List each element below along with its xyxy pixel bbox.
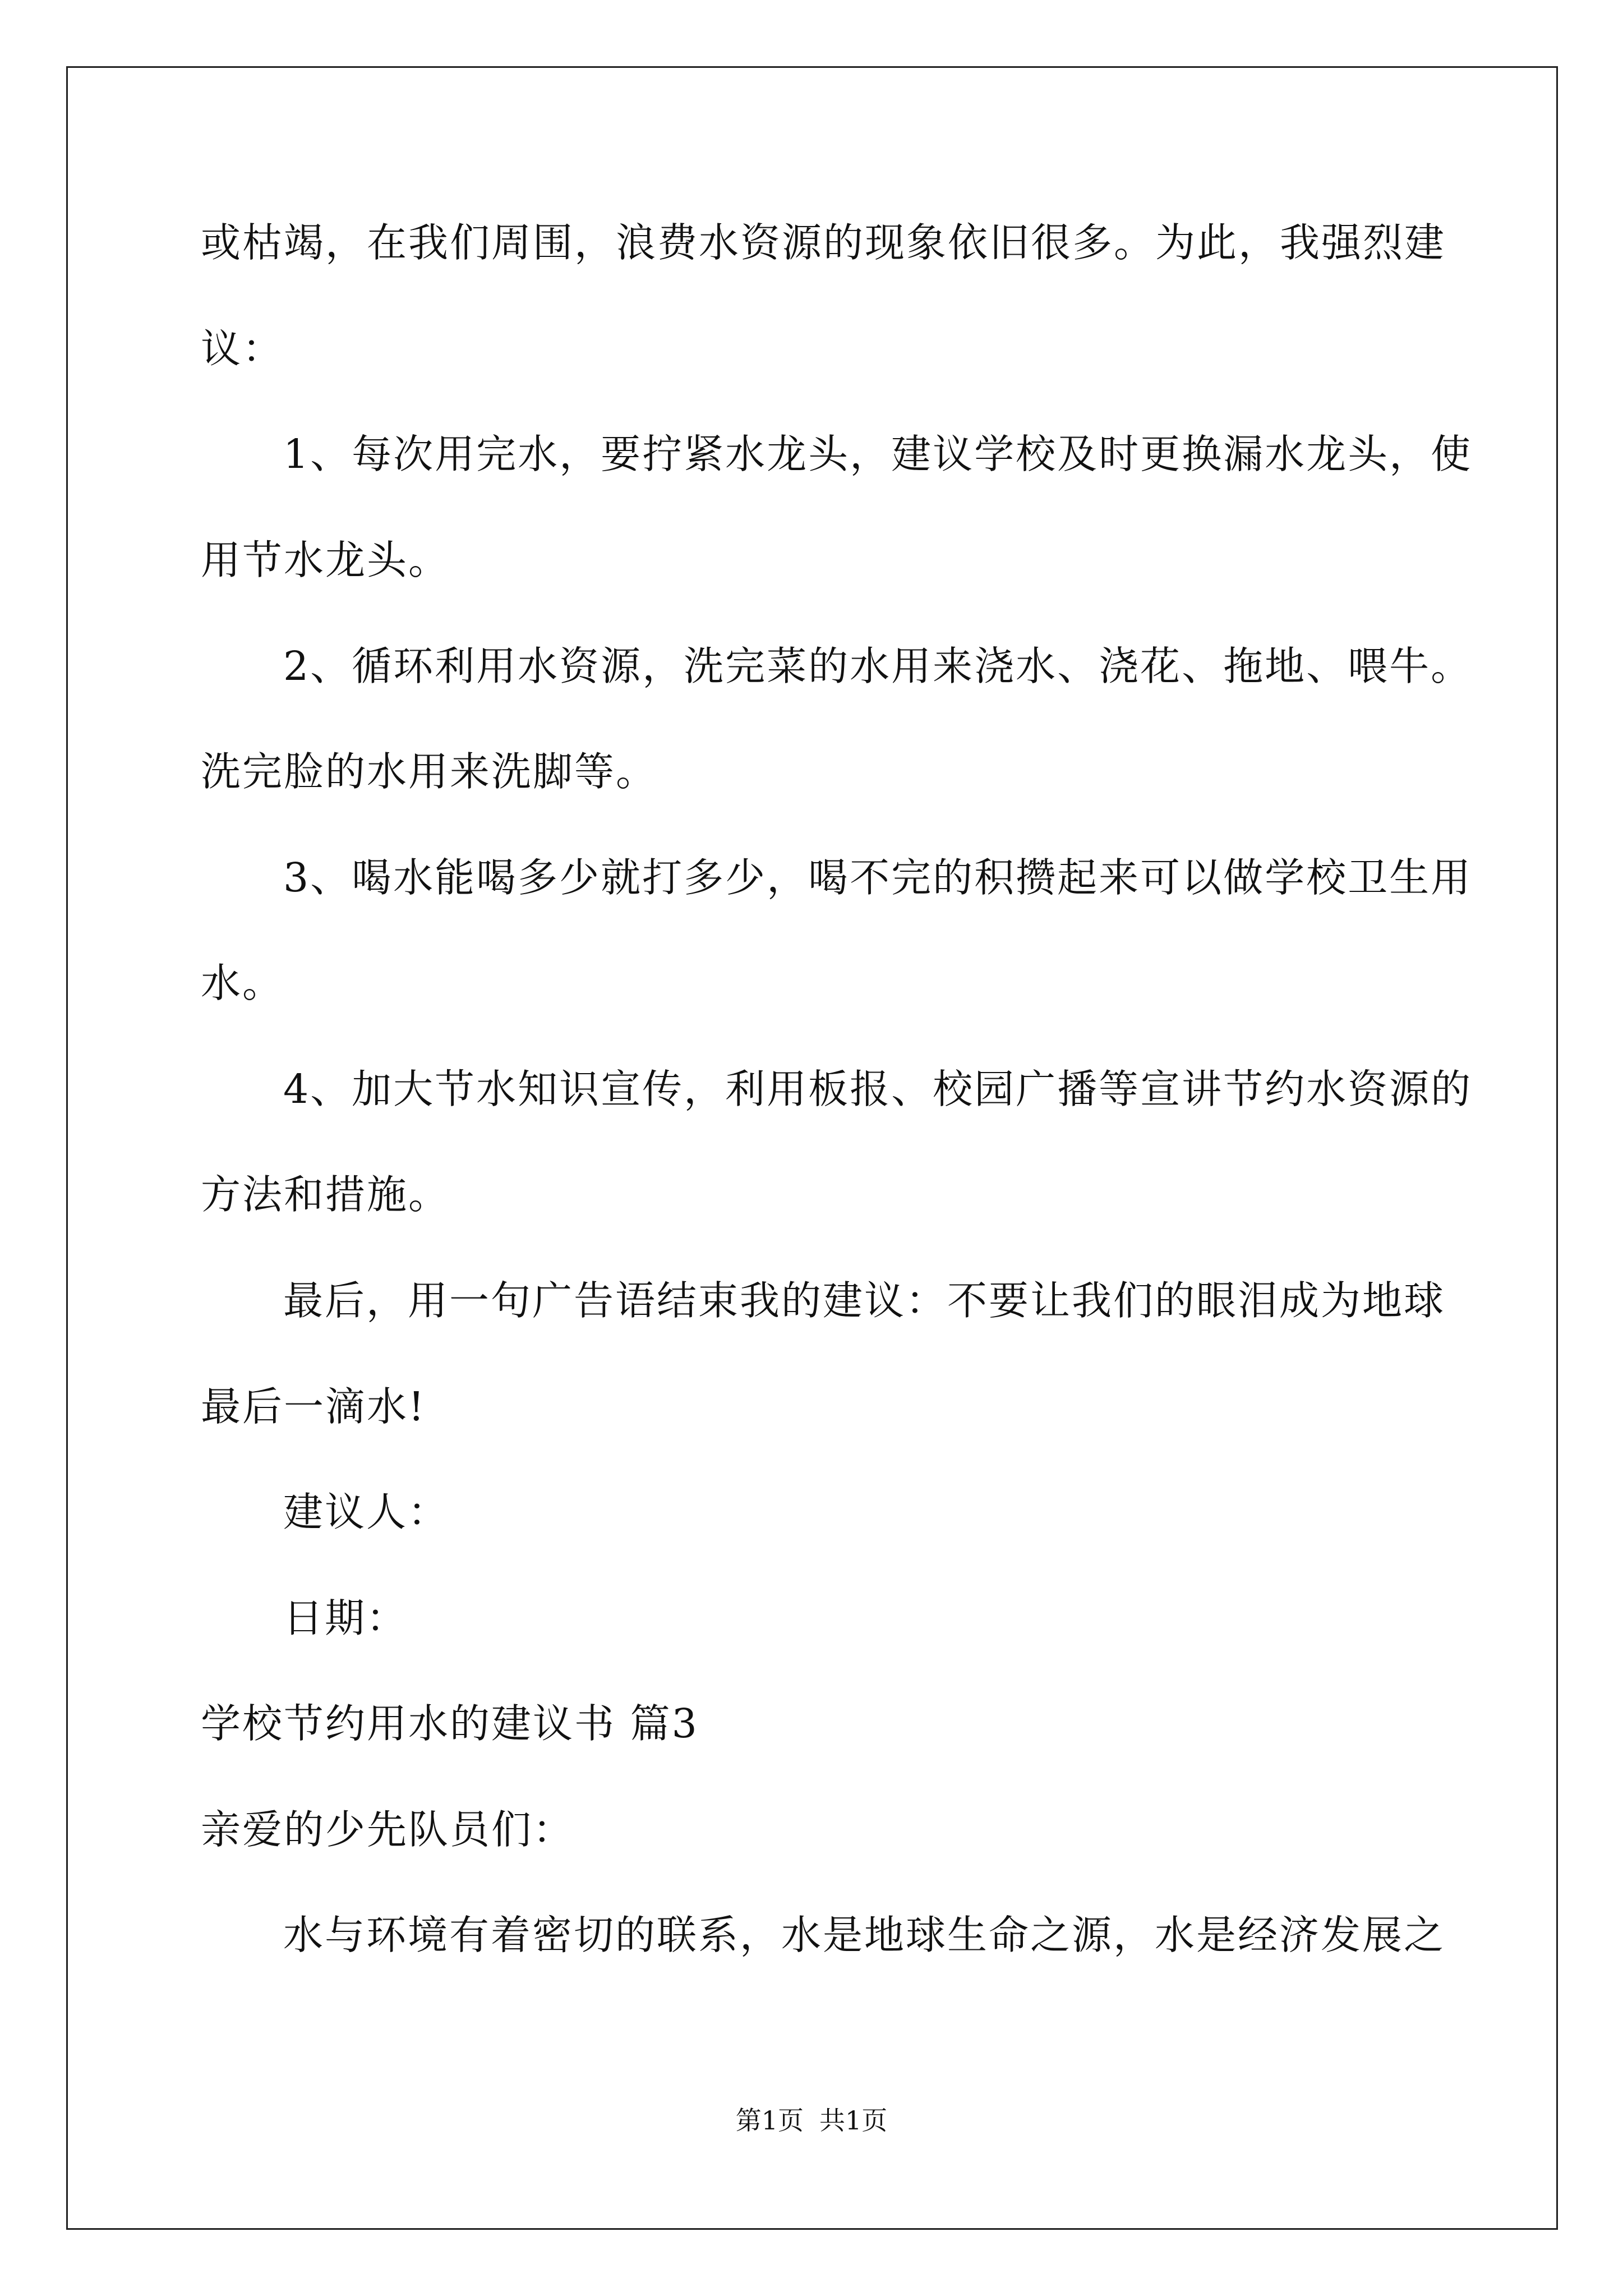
page-number-current: 第1页 (735, 2105, 804, 2136)
body-line-1: 或枯竭，在我们周围，浪费水资源的现象依旧很多。为此，我强烈建 (201, 219, 1446, 266)
list-item-2-line-2: 洗完脸的水用来洗脚等。 (201, 748, 658, 795)
list-item-4-line-1: 4、加大节水知识宣传，利用板报、校园广播等宣讲节约水资源的 (283, 1066, 1473, 1112)
page-border (66, 66, 1558, 2230)
list-item-3-line-1: 3、喝水能喝多少就打多少，喝不完的积攒起来可以做学校卫生用 (283, 854, 1473, 901)
salutation: 亲爱的少先队员们： (201, 1806, 575, 1853)
body-line-last: 水与环境有着密切的联系，水是地球生命之源，水是经济发展之 (283, 1912, 1446, 1958)
closing-line-2: 最后一滴水! (201, 1383, 426, 1430)
proposer-label: 建议人： (283, 1489, 450, 1535)
date-label: 日期： (283, 1595, 408, 1641)
list-item-2-line-1: 2、循环利用水资源，洗完菜的水用来浇水、浇花、拖地、喂牛。 (283, 643, 1473, 689)
closing-line-1: 最后，用一句广告语结束我的建议：不要让我们的眼泪成为地球 (283, 1277, 1446, 1324)
section-title: 学校节约用水的建议书 篇3 (201, 1700, 699, 1747)
list-item-3-line-2: 水。 (201, 960, 284, 1006)
list-item-4-line-2: 方法和措施。 (201, 1171, 450, 1218)
page-footer (0, 2104, 1623, 2137)
body-line-2: 议： (201, 325, 284, 372)
page-number-total: 共1页 (819, 2105, 888, 2136)
list-item-1-line-1: 1、每次用完水，要拧紧水龙头，建议学校及时更换漏水龙头，使 (283, 431, 1473, 477)
list-item-1-line-2: 用节水龙头。 (201, 537, 450, 583)
